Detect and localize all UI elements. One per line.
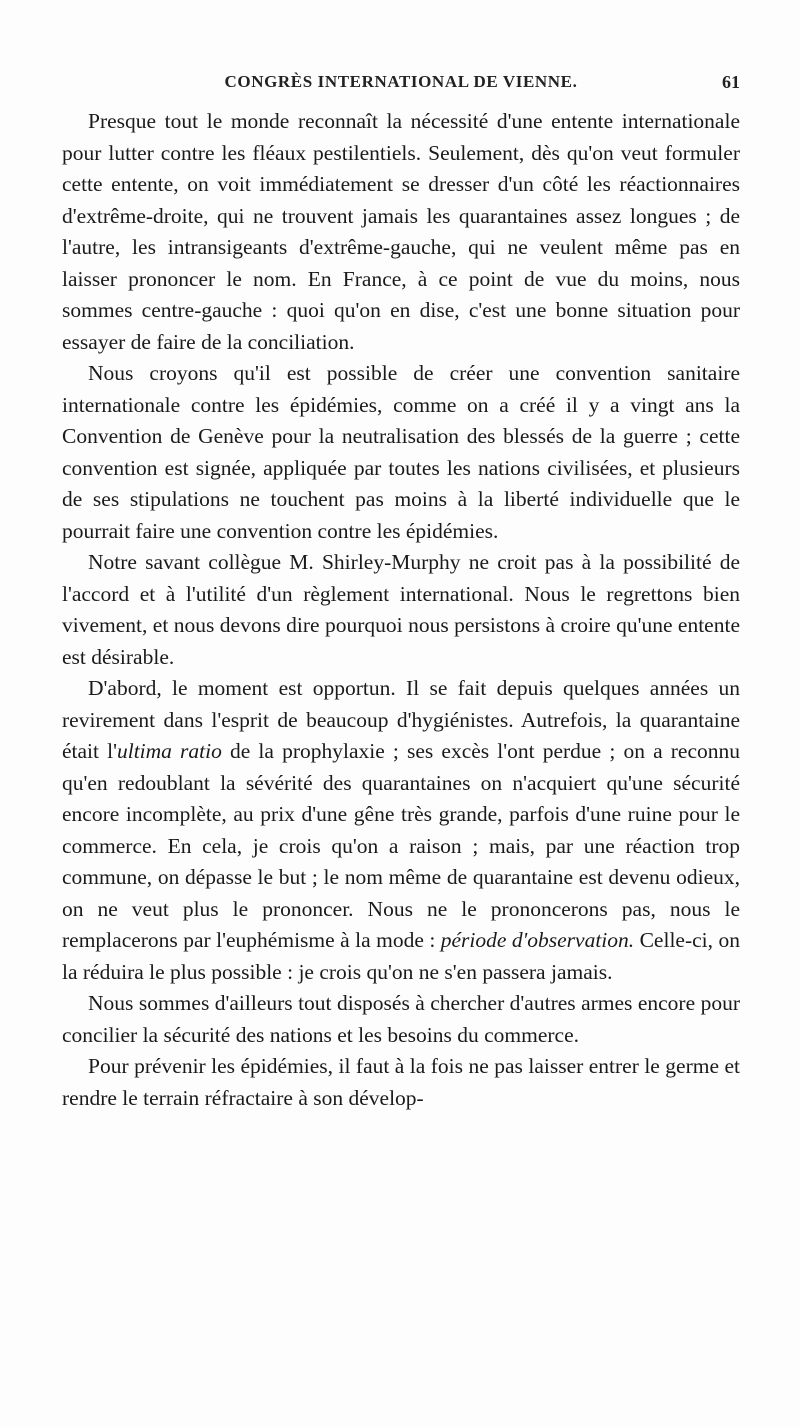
running-title: CONGRÈS INTERNATIONAL DE VIENNE. xyxy=(224,72,578,91)
paragraph-1: Presque tout le monde reconnaît la nécessité d'une entente internationale pour lutter contre les fléaux pestilentiels. Seulement, dès qu'on veut formuler cette entente, on voit immédiatement se dresser d'un côté les réactionnaires d'extrême-droite, qui ne trouvent jamais les quarantaines assez longues ; de l'autre, les intransigeants d'extrême-gauche, qui ne veulent même pas en laisser prononcer le nom. En France, à ce point de vue du moins, nous sommes centre-gauche : quoi qu'on en dise, c'est une bonne situation pour essayer de faire de la conciliation. xyxy=(62,109,740,354)
paragraph-4 xyxy=(62,673,740,988)
paragraph-6: Pour prévenir les épidémies, il faut à la fois ne pas laisser entrer le germe et rendre le terrain réfractaire à son dévelop- xyxy=(62,1054,740,1110)
paragraph-3: Notre savant collègue M. Shirley-Murphy ne croit pas à la possibilité de l'accord et à l'utilité d'un règlement international. Nous le regrettons bien vivement, et nous devons dire pourquoi nous persistons à croire qu'une entente est désirable. xyxy=(62,550,740,669)
body-text xyxy=(62,106,740,1114)
italic-ultima-ratio: ultima ratio xyxy=(116,739,222,763)
page-number: 61 xyxy=(722,72,740,92)
paragraph-2: Nous croyons qu'il est possible de créer une convention sanitaire internationale contre les épidémies, comme on a créé il y a vingt ans la Convention de Genève pour la neutralisation des blessés de la guerre ; cette convention est signée, appliquée par toutes les nations civilisées, et plusieurs de ses stipulations ne touchent pas moins à la liberté individuelle que le pourrait faire une convention contre les épidémies. xyxy=(62,361,740,543)
paragraph-5: Nous sommes d'ailleurs tout disposés à chercher d'autres armes encore pour concilier la sécurité des nations et les besoins du commerce. xyxy=(62,991,740,1047)
paragraph-4-part-3: Celle-ci, on la réduira le plus possible : je crois qu'on ne s'en passera jamais. xyxy=(62,928,740,984)
paragraph-4-part-1: D'abord, le moment est opportun. Il se fait depuis quelques années un revirement dans l'esprit de beaucoup d'hygiénistes. Autrefois, la quarantaine était l' xyxy=(62,676,740,763)
paragraph-4-part-2: de la prophylaxie ; ses excès l'ont perdue ; on a reconnu qu'en redoublant la sévérité des quarantaines on n'acquiert qu'une sécurité encore incomplète, au prix d'une gêne très grande, parfois d'une ruine pour le commerce. En cela, je crois qu'on a raison ; mais, par une réaction trop commune, on dépasse le but ; le nom même de quarantaine est devenu odieux, on ne veut plus le prononcer. Nous ne le prononcerons pas, nous le remplacerons par l'euphémisme à la mode : xyxy=(62,739,740,952)
running-header xyxy=(62,72,740,98)
italic-periode-observation: période d'observation. xyxy=(440,928,635,952)
